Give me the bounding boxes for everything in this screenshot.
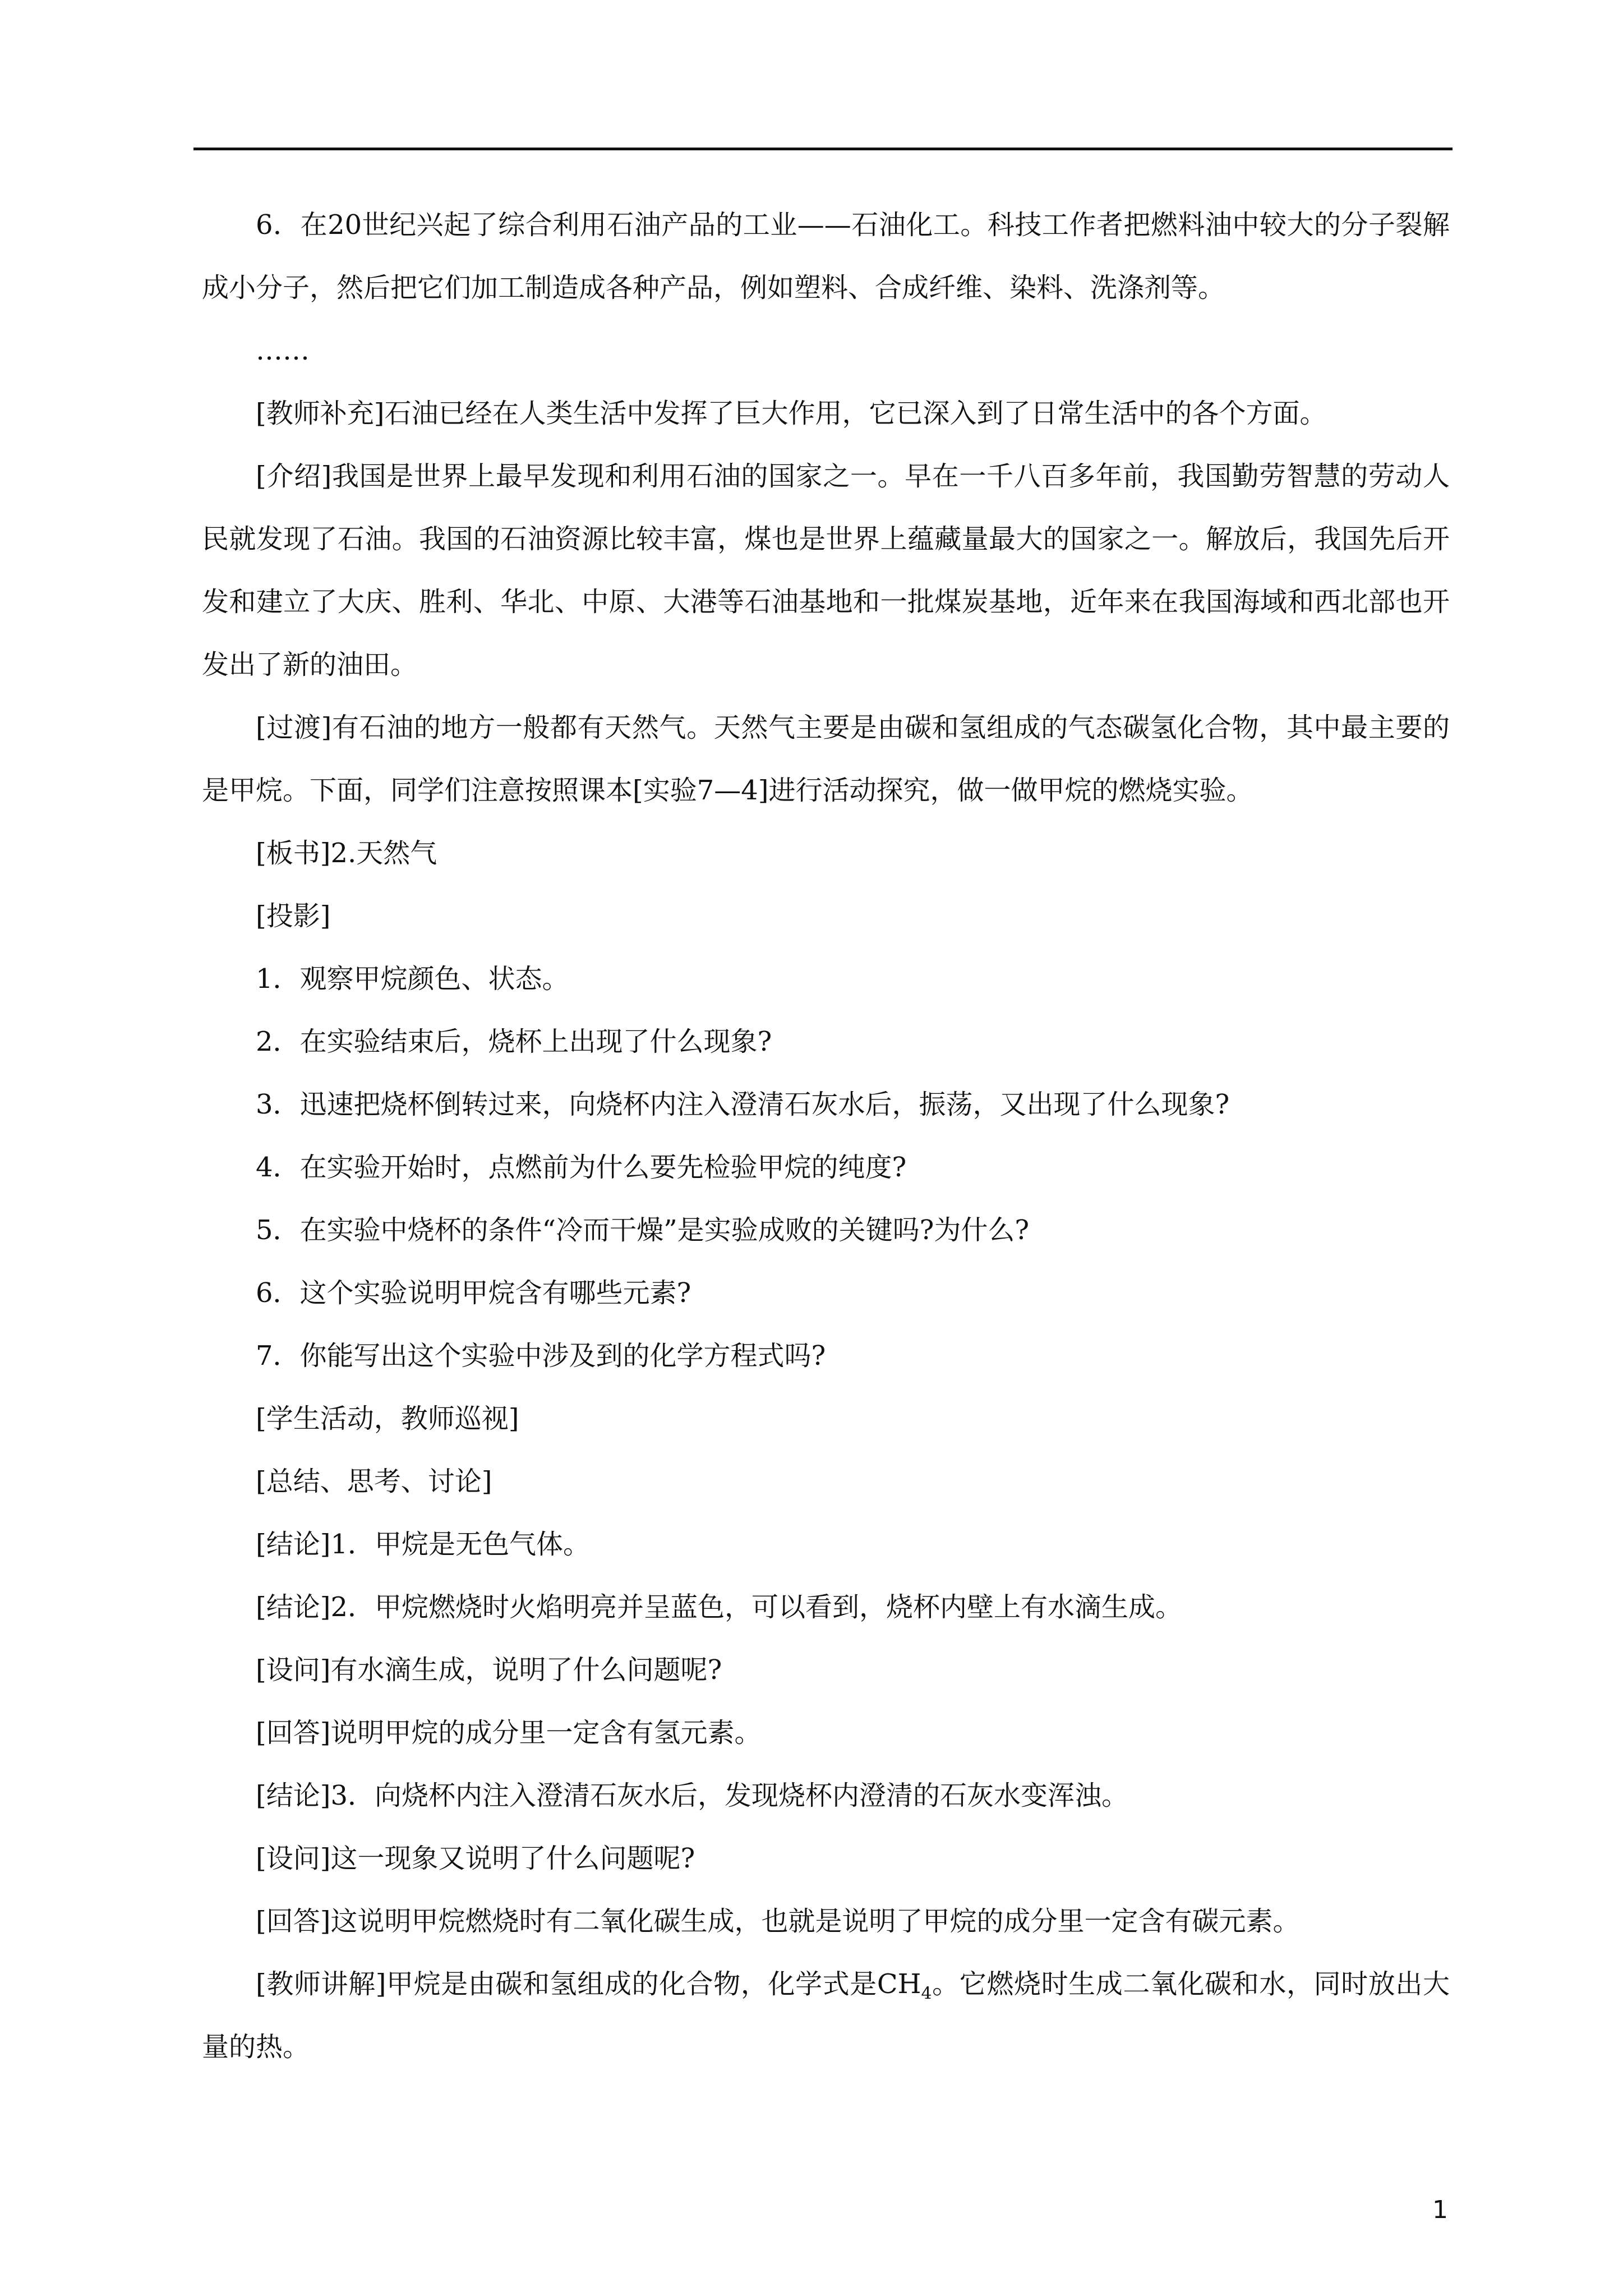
conclusion-2: [结论]2．甲烷燃烧时火焰明亮并呈蓝色，可以看到，烧杯内壁上有水滴生成。 <box>256 1591 1182 1623</box>
paragraph-item-6: 6．在20世纪兴起了综合利用石油产品的工业——石油化工。科技工作者把燃料油中较大的分子裂解成小分子，然后把它们加工制造成各种产品，例如塑料、合成纤维、染料、洗涤剂等。 <box>202 209 1450 303</box>
summary-note: [总结、思考、讨论] <box>256 1466 492 1497</box>
answer-carbon: [回答]这说明甲烷燃烧时有二氧化碳生成，也就是说明了甲烷的成分里一定含有碳元素。 <box>256 1906 1300 1937</box>
question-6: 6．这个实验说明甲烷含有哪些元素? <box>256 1277 691 1309</box>
methane-formula-main: CH <box>877 1968 921 2000</box>
document-body <box>202 194 1450 2078</box>
ellipsis-line: …… <box>256 335 310 366</box>
question-4: 4．在实验开始时，点燃前为什么要先检验甲烷的纯度? <box>256 1152 907 1183</box>
transition-paragraph: [过渡]有石油的地方一般都有天然气。天然气主要是由碳和氢组成的气态碳氢化合物，其中最主要的是甲烷。下面，同学们注意按照课本[实验7—4]进行活动探究，做一做甲烷的燃烧实验。 <box>202 712 1450 806</box>
header-rule <box>193 148 1453 150</box>
teacher-explanation-paragraph <box>202 1953 1450 2078</box>
answer-hydrogen: [回答]说明甲烷的成分里一定含有氢元素。 <box>256 1717 762 1749</box>
board-heading: [板书]2.天然气 <box>256 838 437 869</box>
student-activity-note: [学生活动，教师巡视] <box>256 1403 519 1434</box>
question-water-drops: [设问]有水滴生成，说明了什么问题呢? <box>256 1654 722 1686</box>
teacher-explanation-text-before: [教师讲解]甲烷是由碳和氢组成的化合物，化学式是 <box>256 1968 877 2000</box>
question-5: 5．在实验中烧杯的条件“冷而干燥”是实验成败的关键吗?为什么? <box>256 1214 1030 1246</box>
page-number: 1 <box>1432 2196 1448 2224</box>
teacher-supplement-paragraph: [教师补充]石油已经在人类生活中发挥了巨大作用，它已深入到了日常生活中的各个方面。 <box>256 398 1327 429</box>
introduction-paragraph: [介绍]我国是世界上最早发现和利用石油的国家之一。早在一千八百多年前，我国勤劳智慧的劳动人民就发现了石油。我国的石油资源比较丰富，煤也是世界上蕴藏量最大的国家之一。解放后，我国先后开发和建立了大庆、胜利、华北、中原、大港等石油基地和一批煤炭基地，近年来在我国海域和西北部也开发出了新的油田。 <box>202 461 1450 680</box>
teacher-explanation-text-after: 。它燃烧时生成二氧化碳和水，同时放出大量的热。 <box>202 1968 1450 2063</box>
question-1: 1．观察甲烷颜色、状态。 <box>256 963 569 995</box>
conclusion-3: [结论]3．向烧杯内注入澄清石灰水后，发现烧杯内澄清的石灰水变浑浊。 <box>256 1780 1128 1811</box>
conclusion-1: [结论]1．甲烷是无色气体。 <box>256 1529 590 1560</box>
question-3: 3．迅速把烧杯倒转过来，向烧杯内注入澄清石灰水后，振荡，又出现了什么现象? <box>256 1089 1230 1120</box>
question-phenomenon: [设问]这一现象又说明了什么问题呢? <box>256 1843 695 1874</box>
question-7: 7．你能写出这个实验中涉及到的化学方程式吗? <box>256 1340 826 1372</box>
methane-formula-subscript: 4 <box>921 1984 932 2004</box>
projection-heading: [投影] <box>256 900 331 932</box>
question-2: 2．在实验结束后，烧杯上出现了什么现象? <box>256 1026 772 1057</box>
methane-formula <box>877 1968 932 2004</box>
